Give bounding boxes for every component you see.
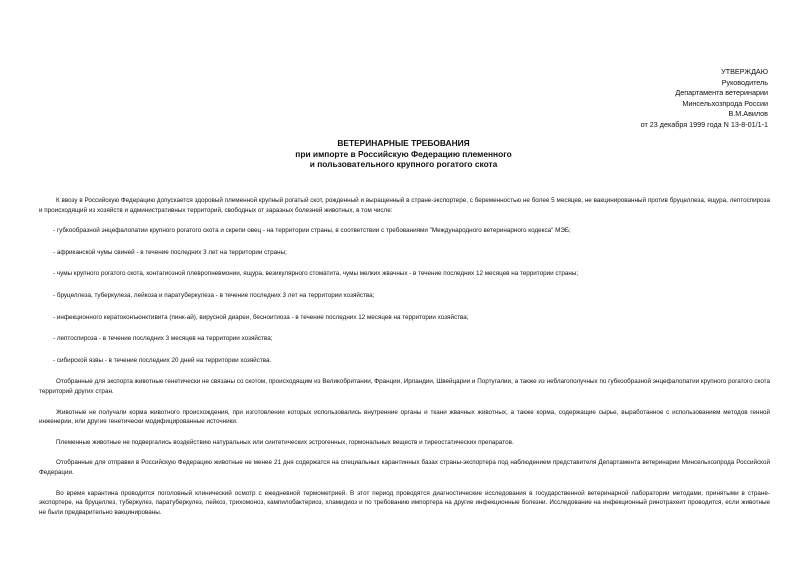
approval-department: Департамента ветеринарии [675,88,768,97]
document-body [39,196,770,528]
disease-list-item: - сибирской язвы - в течение последних 20 дней на территории хозяйства. [53,356,272,364]
disease-list-item: - инфекционного кератоконъюнктивита (пинк-ай), вирусной диареи, бесноитиоза - в течение последних 12 месяцев на территории хозяйства; [53,313,469,321]
disease-list-item: - бруцеллеза, туберкулеза, лейкоза и паратуберкулеза - в течение последних 3 лет на территории хозяйства; [53,291,375,299]
disease-list-item: - африканской чумы свиней - в течение последних 3 лет на территории страны; [53,248,287,256]
body-paragraph: Племенные животные не подвергались воздействию натуральных или синтетических эстрогенных, гормональных веществ и тиреостатических препаратов. [56,438,514,446]
body-paragraph: Отобранные для отправки в Российскую Федерацию животные не менее 21 дня содержатся на специальных карантинных базах страны-экспортера под наблюдением представителя Департамента ветеринарии Минсельхозпрода Российской Федерации. [39,459,770,476]
body-paragraph: Отобранные для экспорта животные генетически не связаны со скотом, происходящим из Великобритании, Франции, Ирландии, Швейцарии и Португалии, а также из неблагополучных по губкообразной энцефалопатии крупного рогатого скота территорий других стран. [39,378,770,395]
title-line-1: ВЕТЕРИНАРНЫЕ ТРЕБОВАНИЯ [337,138,470,148]
title-line-2: при импорте в Российскую Федерацию племенного [295,148,512,159]
body-paragraph: Во время карантина проводится поголовный клинический осмотр с ежедневной термометрией. В этот период проводятся диагностические исследования в государственной ветеринарной лаборатории методами, принятыми в стране-экспортере, на бруцеллез, туберкулез, паратуберкулез, лейкоз, трихомоноз, кампилобактериоз, хламидиоз и по требованию импортера на другие инфекционные болезни. Исследование на инфекционный ринотрахеит проводится, если животные не были предварительно вакцинированы. [39,489,770,516]
title-line-3: и пользовательного крупного рогатого скота [309,159,498,169]
disease-list-item: - лептоспироза - в течение последних 3 месяцев на территории хозяйства; [53,335,273,343]
body-paragraph: Животные не получали корма животного происхождения, при изготовлении которых использовались внутренние органы и ткани жвачных животных, а также корма, содержащие сырье, выработанное с использованием методов генной инженерии, или другие генетически модифицированные источники. [39,408,770,426]
intro-paragraph: К ввозу в Российскую Федерацию допускается здоровый племенной крупный рогатый скот, рожденный и выращенный в стране-экспортере, с беременностью не более 5 месяцев, не вакцинированный против бруцеллеза, ящура, лептоспироза и происходящий из хозяйств и административных территорий, свободных от заразных болезней животных, в том числе: [39,197,770,214]
document-title [150,138,657,170]
approval-signatory: В.М.Авилов [728,109,768,118]
approval-block [508,67,768,130]
disease-list-item: - губкообразной энцефалопатии крупного рогатого скота и скрепи овец - на территории страны, в соответствии с требованиями "Международного ветеринарного кодекса" МЭБ; [53,227,571,235]
disease-list-item: - чумы крупного рогатого скота, контагиозной плевропневмонии, ящура, везикулярного стоматита, чумы мелких жвачных - в течение последних 12 месяцев на территории страны; [53,270,579,278]
approval-position: Руководитель [721,77,768,87]
approval-date-number: от 23 декабря 1999 года N 13-8-01/1-1 [640,119,768,129]
approval-heading: УТВЕРЖДАЮ [721,67,768,76]
approval-ministry: Минсельхозпрода России [682,98,768,108]
